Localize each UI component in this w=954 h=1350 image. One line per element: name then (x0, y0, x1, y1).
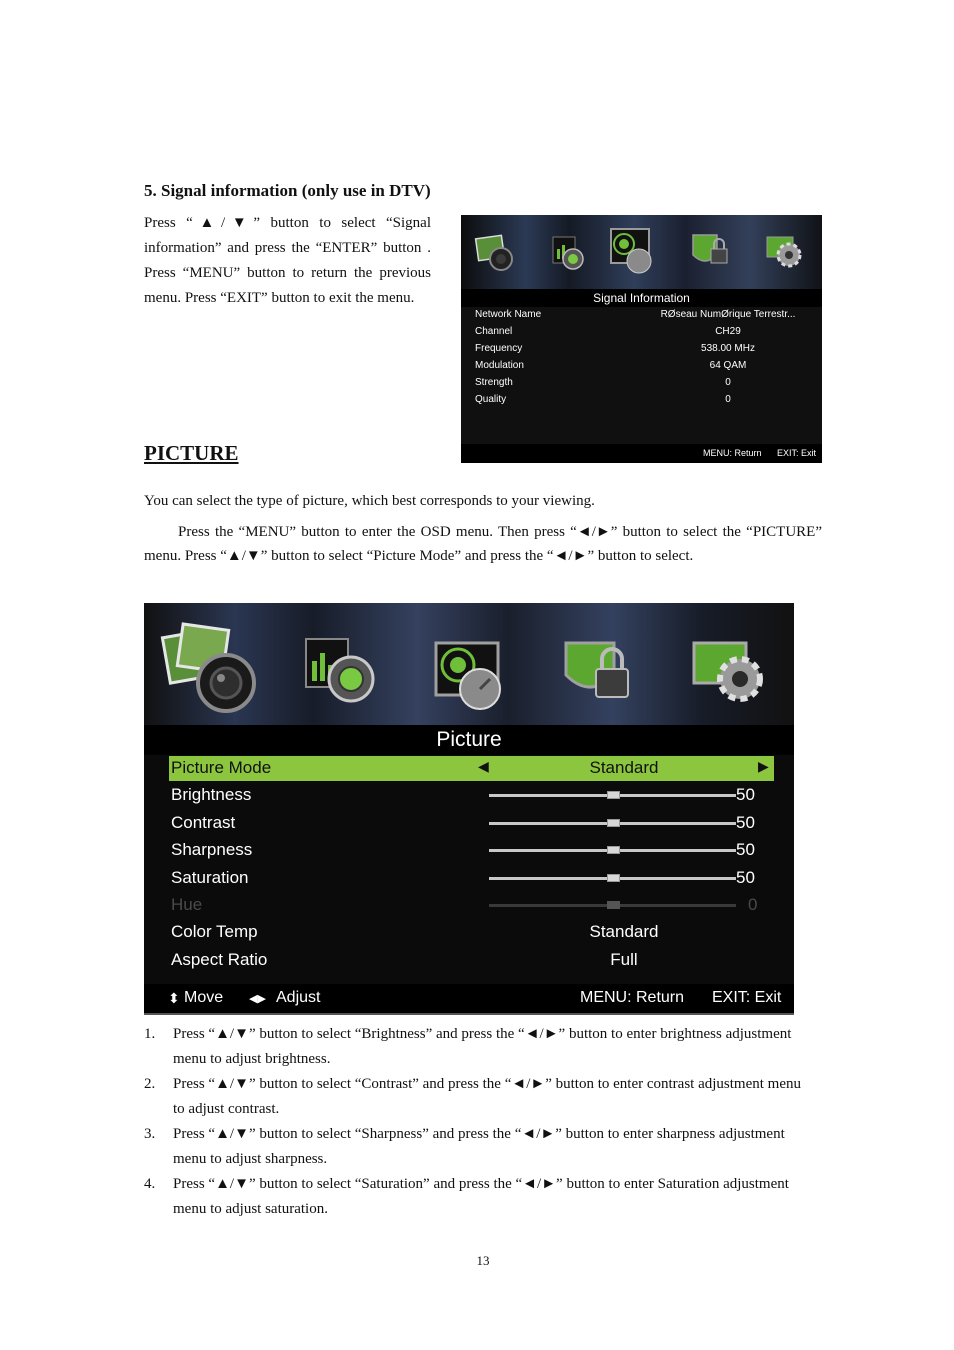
info-row-network-name (461, 309, 822, 326)
settings-gear-icon[interactable] (767, 237, 800, 266)
menu-row-brightness[interactable] (144, 782, 794, 809)
slider-thumb[interactable] (607, 874, 620, 882)
exit-hint: EXIT: Exit (777, 448, 817, 458)
menu-label: Sharpness (171, 840, 253, 860)
slider-thumb[interactable] (607, 791, 620, 799)
arrow-right-icon[interactable]: ▶ (758, 758, 769, 774)
audio-speaker-icon[interactable] (306, 639, 373, 701)
signal-info-rows (461, 309, 822, 411)
hue-slider (489, 904, 736, 907)
list-number: 4. (144, 1176, 156, 1192)
menu-row-aspect-ratio[interactable] (144, 947, 794, 974)
info-row-channel (461, 326, 822, 343)
color-temp-value: Standard (589, 922, 659, 942)
info-label: Quality (475, 394, 507, 405)
info-value: 0 (725, 394, 731, 405)
arrow-left-icon[interactable]: ◀ (478, 758, 489, 774)
osd-title: Picture (436, 728, 502, 751)
slider-value: 50 (736, 812, 755, 832)
osd-icon-bar (461, 215, 822, 289)
list-text: Press “▲/▼” button to select “Brightness” and press the “◄/►” button to enter brightness adjustment menu to adjust brightness. (173, 1026, 792, 1067)
slider-value: 50 (736, 840, 755, 860)
osd-icon-bar (144, 603, 794, 725)
info-value: RØseau NumØrique Terrestr... (660, 309, 796, 320)
menu-row-picture-mode[interactable] (144, 755, 794, 782)
list-text: Press “▲/▼” button to select “Sharpness” and press the “◄/►” button to enter sharpness adjustment menu to adjust sharpness. (173, 1126, 785, 1167)
menu-row-contrast[interactable] (144, 810, 794, 837)
aspect-ratio-value: Full (610, 949, 638, 969)
up-down-arrows-icon: ⬍ (168, 990, 180, 1006)
info-row-modulation (461, 360, 822, 377)
list-number: 3. (144, 1126, 156, 1142)
info-row-quality (461, 394, 822, 411)
osd-footer (461, 444, 822, 463)
list-text: Press “▲/▼” button to select “Contrast” and press the “◄/►” button to enter contrast adjustment menu to adjust contrast. (173, 1076, 801, 1117)
list-number: 2. (144, 1076, 156, 1092)
exit-hint: EXIT: Exit (712, 989, 782, 1006)
info-value: 64 QAM (709, 360, 747, 371)
osd-footer (144, 984, 794, 1013)
picture-heading: PICTURE (144, 441, 239, 465)
list-item (144, 1022, 804, 1072)
signal-information-osd (461, 215, 822, 463)
info-value: CH29 (715, 326, 741, 337)
list-item (144, 1072, 804, 1122)
menu-label: Contrast (171, 812, 236, 832)
info-value: 0 (725, 377, 731, 388)
info-label: Strength (475, 377, 513, 388)
saturation-slider[interactable] (489, 877, 736, 880)
menu-label: Color Temp (171, 922, 258, 942)
info-row-strength (461, 377, 822, 394)
menu-return-hint: MENU: Return (703, 448, 762, 458)
satellite-dish-icon[interactable] (436, 643, 500, 709)
slider-value: 50 (736, 785, 755, 805)
audio-speaker-icon[interactable] (553, 237, 583, 269)
satellite-dish-icon[interactable] (611, 229, 651, 273)
brightness-slider[interactable] (489, 794, 736, 797)
info-label: Channel (475, 326, 513, 337)
photo-camera-icon[interactable] (476, 235, 512, 270)
contrast-slider[interactable] (489, 822, 736, 825)
menu-label: Brightness (171, 785, 252, 805)
slider-thumb[interactable] (607, 819, 620, 827)
menu-row-hue (144, 892, 794, 919)
info-label: Frequency (475, 343, 523, 354)
picture-instructions: Press the “MENU” button to enter the OSD menu. Then press “◄/►” button to select the “PICTURE” menu. Press “▲/▼” button to select “Picture Mode” and press the “◄/►” button to select. (144, 524, 822, 564)
page-number: 13 (476, 1253, 490, 1268)
slider-value: 0 (748, 894, 758, 914)
adjust-hint: Adjust (276, 989, 321, 1006)
move-hint: Move (184, 989, 224, 1006)
left-right-arrows-icon: ◀▶ (249, 993, 266, 1005)
info-label: Network Name (475, 309, 542, 320)
menu-row-sharpness[interactable] (144, 837, 794, 864)
section-title-signal-information: 5. Signal information (only use in DTV) (144, 181, 431, 200)
picture-osd (144, 603, 794, 1015)
signal-information-instructions: Press “▲/▼” button to select “Signal information” and press the “ENTER” button . Press “MENU” button to return the previous menu. Press “EXIT” button to exit the menu. (144, 215, 431, 306)
list-number: 1. (144, 1026, 156, 1042)
photo-camera-icon[interactable] (162, 624, 254, 711)
list-item (144, 1172, 804, 1222)
picture-intro-text: You can select the type of picture, which best corresponds to your viewing. (144, 493, 595, 509)
menu-return-hint: MENU: Return (580, 989, 685, 1006)
osd-title: Signal Information (593, 291, 690, 305)
menu-row-color-temp[interactable] (144, 919, 794, 946)
menu-label: Saturation (171, 867, 249, 887)
sharpness-slider[interactable] (489, 849, 736, 852)
menu-label: Aspect Ratio (171, 949, 268, 969)
slider-thumb (607, 901, 620, 909)
adjustment-steps-list (144, 1022, 804, 1222)
menu-row-saturation[interactable] (144, 865, 794, 892)
info-value: 538.00 MHz (701, 343, 755, 354)
slider-thumb[interactable] (607, 846, 620, 854)
menu-label: Hue (171, 894, 203, 914)
lock-shield-icon[interactable] (566, 643, 628, 697)
menu-label: Picture Mode (171, 758, 272, 777)
info-row-frequency (461, 343, 822, 360)
list-text: Press “▲/▼” button to select “Saturation” and press the “◄/►” button to enter Saturation adjustment menu to adjust saturation. (173, 1176, 789, 1217)
lock-shield-icon[interactable] (693, 235, 727, 263)
slider-value: 50 (736, 867, 755, 887)
picture-mode-value: Standard (589, 758, 659, 777)
picture-menu-rows (144, 755, 794, 974)
info-label: Modulation (475, 360, 524, 371)
list-item (144, 1122, 804, 1172)
settings-gear-icon[interactable] (694, 643, 760, 699)
